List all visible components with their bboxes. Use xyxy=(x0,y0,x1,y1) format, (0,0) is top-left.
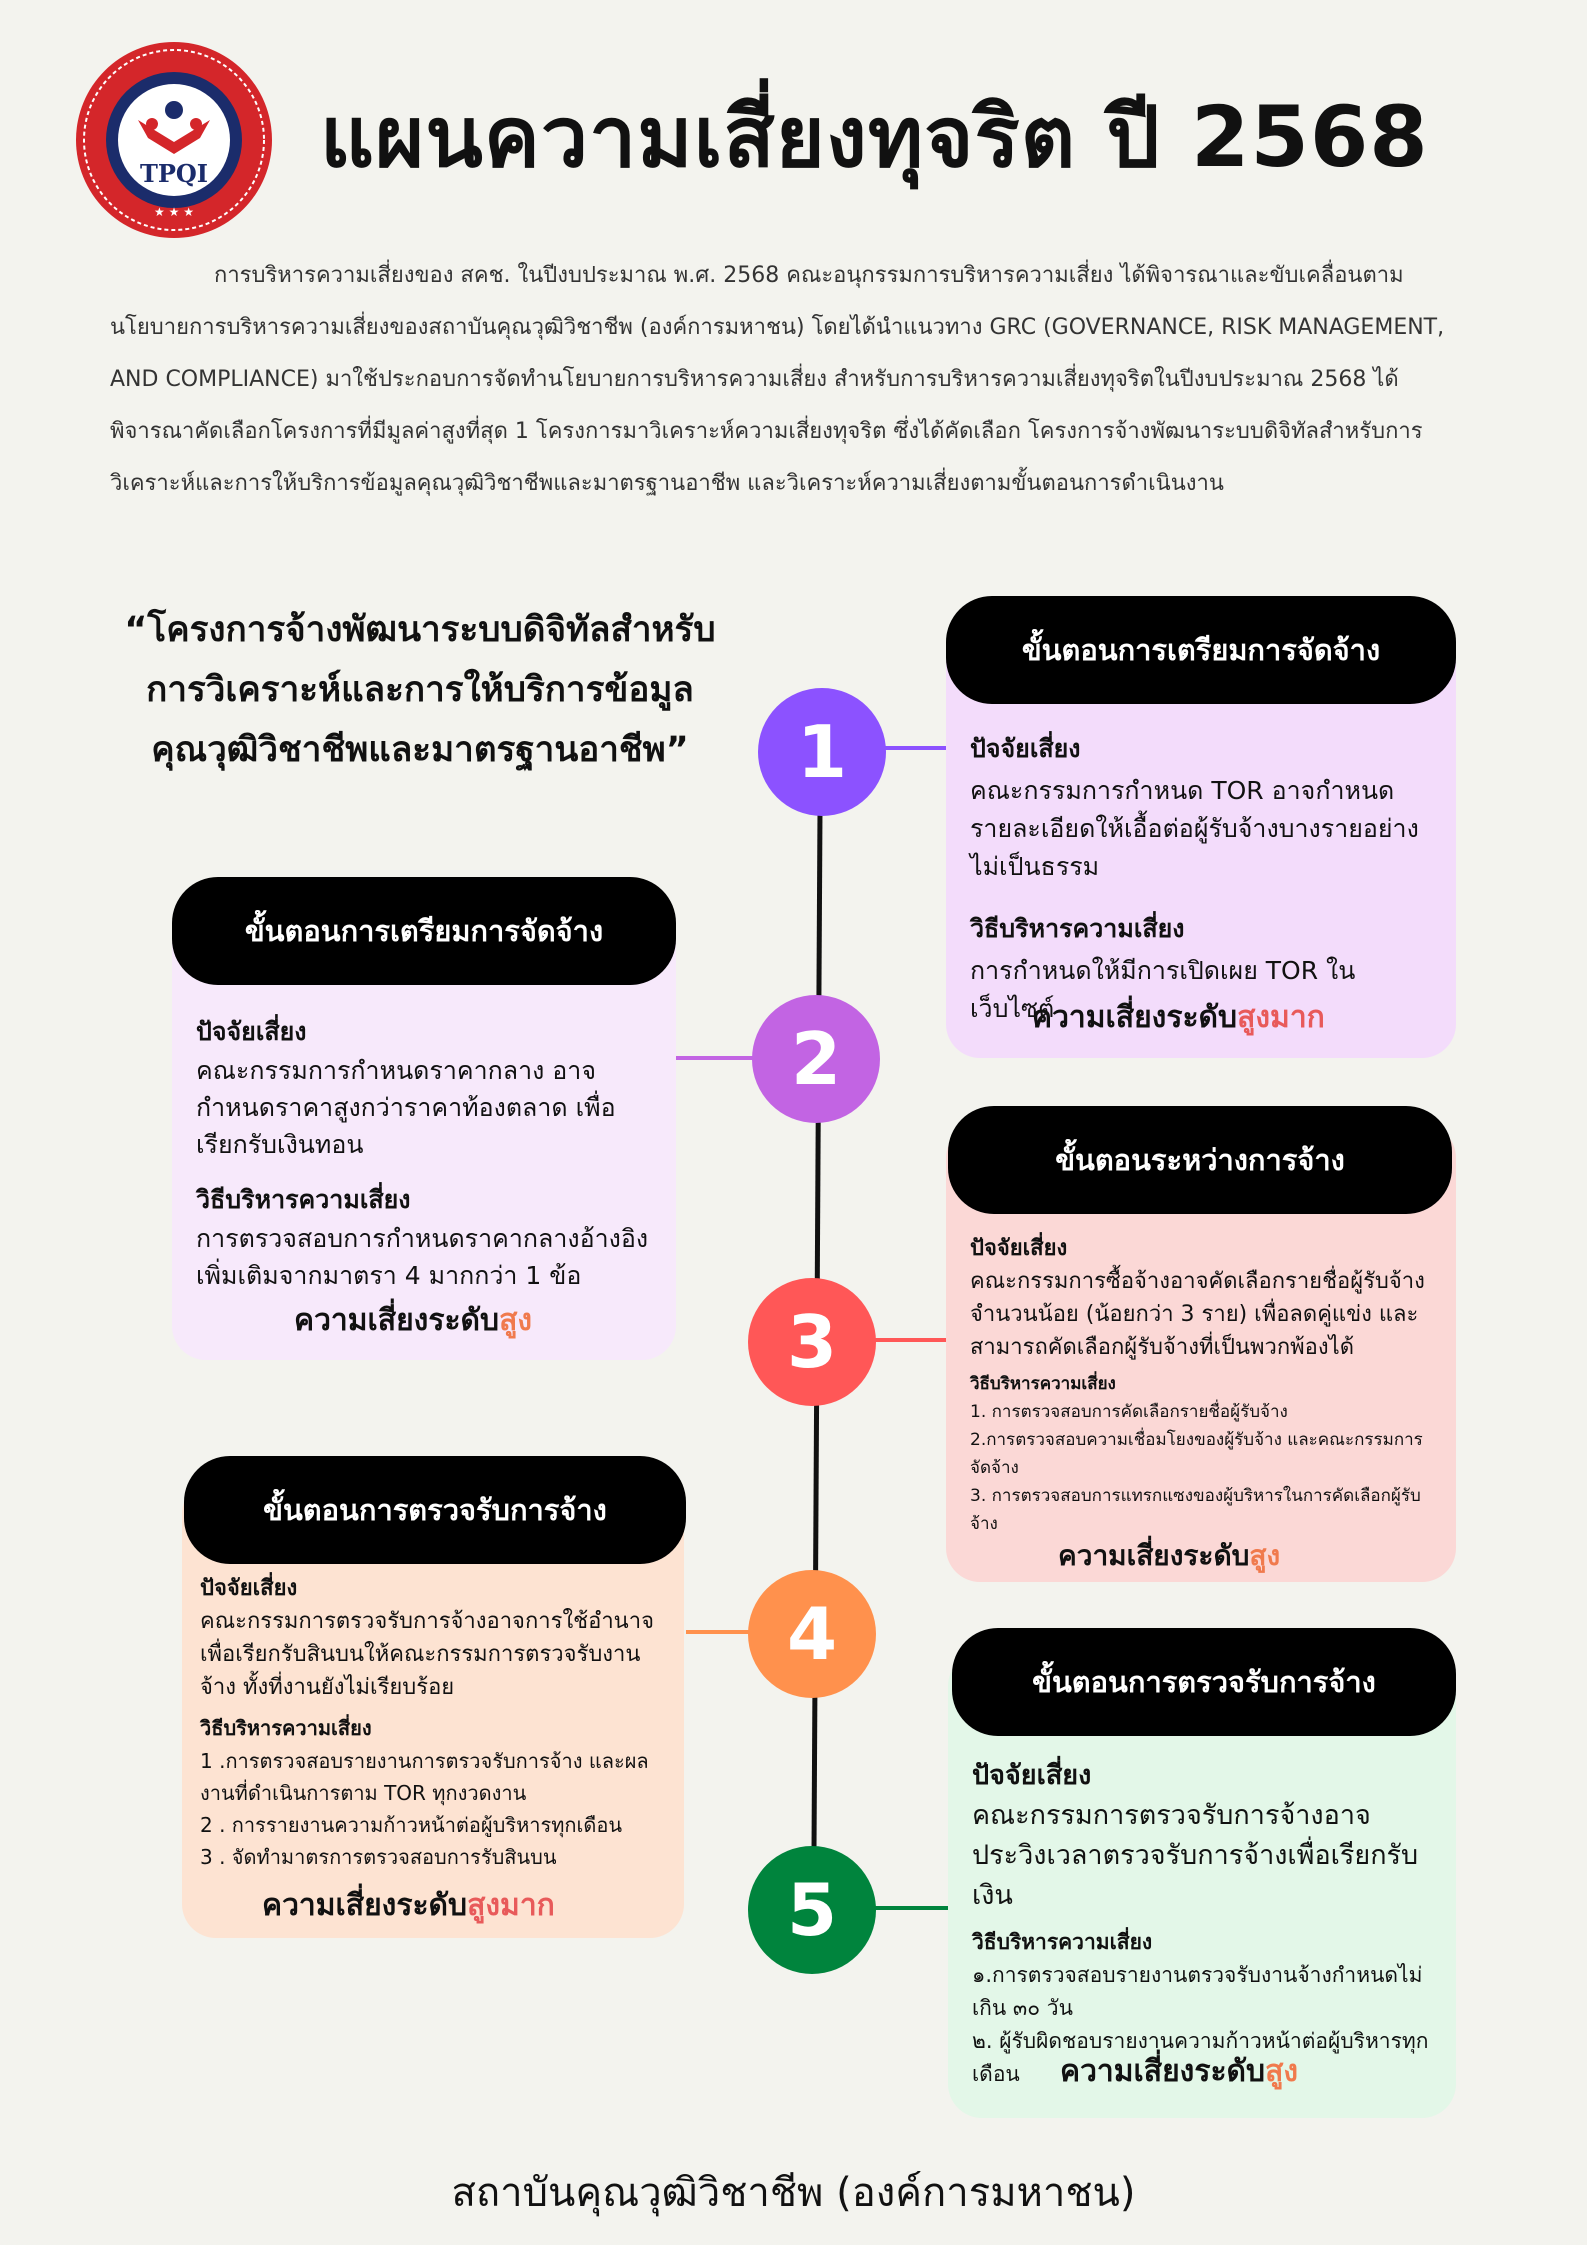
quote-line-3: คุณวุฒิวิชาชีพและมาตรฐานอาชีพ” xyxy=(151,730,689,770)
risk-mgmt-label: วิธีบริหารความเสี่ยง xyxy=(196,1185,411,1214)
risk-mgmt-item: ๑.การตรวจสอบรายงานตรวจรับงานจ้างกำหนดไม่เกิน ๓๐ วัน xyxy=(972,1963,1423,2020)
step-circle-5: 5 xyxy=(748,1846,876,1974)
risk-factor-text: คณะกรรมการซื้อจ้างอาจคัดเลือกรายชื่อผู้รับจ้างจำนวนน้อย (น้อยกว่า 3 ราย) เพื่อลดคู่แข่ง และสามารถคัดเลือกผู้รับจ้างที่เป็นพวกพ้องได้ xyxy=(970,1269,1425,1360)
risk-mgmt-item: 2 . การรายงานความก้าวหน้าต่อผู้บริหารทุกเดือน xyxy=(200,1813,623,1837)
risk-factor-label: ปัจจัยเสี่ยง xyxy=(200,1576,298,1601)
quote-line-1: “โครงการจ้างพัฒนาระบบดิจิทัลสำหรับ xyxy=(124,610,716,650)
risk-mgmt-item: การกำหนดให้มีการเปิดเผย TOR ในเว็บไซต์ xyxy=(970,956,1356,1023)
risk-level xyxy=(1032,994,1325,1041)
footer-org-name: สถาบันคุณวุฒิวิชาชีพ (องค์การมหาชน) xyxy=(451,2170,1136,2216)
risk-factor-label: ปัจจัยเสี่ยง xyxy=(196,1017,307,1046)
page-title: แผนความเสี่ยงทุจริต ปี 2568 xyxy=(320,88,1429,186)
risk-level xyxy=(1058,1534,1280,1578)
intro-text: การบริหารความเสี่ยงของ สคช. ในปีงบประมาณ พ.ศ. 2568 คณะอนุกรรมการบริหารความเสี่ยง ได้พิจารณาและขับเคลื่อนตามนโยบายการบริหารความเสี่ยงของสถาบันคุณวุฒิวิชาชีพ (องค์การมหาชน) โดยได้นำแนวทาง GRC (GOVERNANCE, RISK MANAGEMENT, AND COMPLIANCE) มาใช้ประกอบการจัดทำนโยบายการบริหารความเสี่ยง สำหรับการบริหารความเสี่ยงทุจริตในปีงบประมาณ 2568 ได้พิจารณาคัดเลือกโครงการที่มีมูลค่าสูงที่สุด 1 โครงการมาวิเคราะห์ความเสี่ยงทุจริต ซึ่งได้คัดเลือก โครงการจ้างพัฒนาระบบดิจิทัลสำหรับการวิเคราะห์และการให้บริการข้อมูลคุณวุฒิวิชาชีพและมาตรฐานอาชีพ และวิเคราะห์ความเสี่ยงตามขั้นตอนการดำเนินงาน xyxy=(110,263,1445,496)
risk-factor-text: คณะกรรมการตรวจรับการจ้างอาจประวิงเวลาตรวจรับการจ้างเพื่อเรียกรับเงิน xyxy=(972,1800,1419,1911)
risk-factor-label: ปัจจัยเสี่ยง xyxy=(972,1760,1092,1791)
risk-factor-label: ปัจจัยเสี่ยง xyxy=(970,734,1081,763)
step-circle-1: 1 xyxy=(758,688,886,816)
risk-level-prefix: ความเสี่ยงระดับ xyxy=(1060,2054,1266,2089)
risk-level-prefix: ความเสี่ยงระดับ xyxy=(294,1303,500,1338)
risk-level xyxy=(294,1297,532,1344)
step-header-3: ขั้นตอนระหว่างการจ้าง xyxy=(948,1106,1452,1214)
risk-mgmt-item: ๒. ผู้รับผิดชอบรายงานความก้าวหน้าต่อผู้บริหารทุกเดือน xyxy=(972,2029,1429,2086)
risk-mgmt-item: 1 .การตรวจสอบรายงานการตรวจรับการจ้าง และผลงานที่ดำเนินการตาม TOR ทุกงวดงาน xyxy=(200,1749,649,1805)
risk-level-prefix: ความเสี่ยงระดับ xyxy=(262,1888,468,1923)
risk-mgmt-item: 2.การตรวจสอบความเชื่อมโยงของผู้รับจ้าง และคณะกรรมการจัดจ้าง xyxy=(970,1430,1423,1478)
svg-text:★ ★ ★: ★ ★ ★ xyxy=(154,205,194,219)
risk-mgmt-item: 1. การตรวจสอบการคัดเลือกรายชื่อผู้รับจ้าง xyxy=(970,1402,1288,1422)
risk-level-value: สูง xyxy=(1249,1539,1281,1572)
step-header-5: ขั้นตอนการตรวจรับการจ้าง xyxy=(952,1628,1456,1736)
step-header-4: ขั้นตอนการตรวจรับการจ้าง xyxy=(184,1456,686,1564)
risk-level-prefix: ความเสี่ยงระดับ xyxy=(1058,1539,1250,1572)
step-header-1: ขั้นตอนการเตรียมการจัดจ้าง xyxy=(946,596,1456,704)
risk-mgmt-item: การตรวจสอบการกำหนดราคากลางอ้างอิงเพิ่มเติมจากมาตรา 4 มากกว่า 1 ข้อ xyxy=(196,1224,649,1290)
risk-level-value: สูงมาก xyxy=(467,1888,555,1923)
risk-factor-text: คณะกรรมการกำหนด TOR อาจกำหนดรายละเอียดให้เอื้อต่อผู้รับจ้างบางรายอย่างไม่เป็นธรรม xyxy=(970,776,1419,881)
logo-text: TPQI xyxy=(139,159,209,188)
risk-level-value: สูงมาก xyxy=(1237,1000,1325,1035)
risk-factor-text: คณะกรรมการตรวจรับการจ้างอาจการใช้อำนาจเพื่อเรียกรับสินบนให้คณะกรรมการตรวจรับงานจ้าง ทั้งที่งานยังไม่เรียบร้อย xyxy=(200,1609,654,1700)
risk-level-value: สูง xyxy=(1265,2054,1299,2089)
risk-mgmt-item: 3. การตรวจสอบการแทรกแซงของผู้บริหารในการคัดเลือกผู้รับจ้าง xyxy=(970,1486,1421,1534)
risk-mgmt-label: วิธีบริหารความเสี่ยง xyxy=(200,1716,372,1740)
risk-mgmt-label: วิธีบริหารความเสี่ยง xyxy=(970,914,1185,943)
risk-level-prefix: ความเสี่ยงระดับ xyxy=(1032,1000,1238,1035)
step-header-2: ขั้นตอนการเตรียมการจัดจ้าง xyxy=(172,877,676,985)
step-circle-2: 2 xyxy=(752,995,880,1123)
risk-mgmt-label: วิธีบริหารความเสี่ยง xyxy=(970,1374,1116,1394)
risk-factor-label: ปัจจัยเสี่ยง xyxy=(970,1236,1068,1261)
risk-level-value: สูง xyxy=(499,1303,533,1338)
risk-factor-text: คณะกรรมการกำหนดราคากลาง อาจกำหนดราคาสูงกว่าราคาท้องตลาด เพื่อเรียกรับเงินทอน xyxy=(196,1056,616,1159)
step-circle-4: 4 xyxy=(748,1570,876,1698)
risk-mgmt-item: 3 . จัดทำมาตรการตรวจสอบการรับสินบน xyxy=(200,1845,557,1869)
risk-level xyxy=(1060,2048,1298,2095)
quote-line-2: การวิเคราะห์และการให้บริการข้อมูล xyxy=(146,670,694,710)
risk-level xyxy=(262,1882,555,1929)
risk-mgmt-label: วิธีบริหารความเสี่ยง xyxy=(972,1930,1153,1954)
step-circle-3: 3 xyxy=(748,1278,876,1406)
